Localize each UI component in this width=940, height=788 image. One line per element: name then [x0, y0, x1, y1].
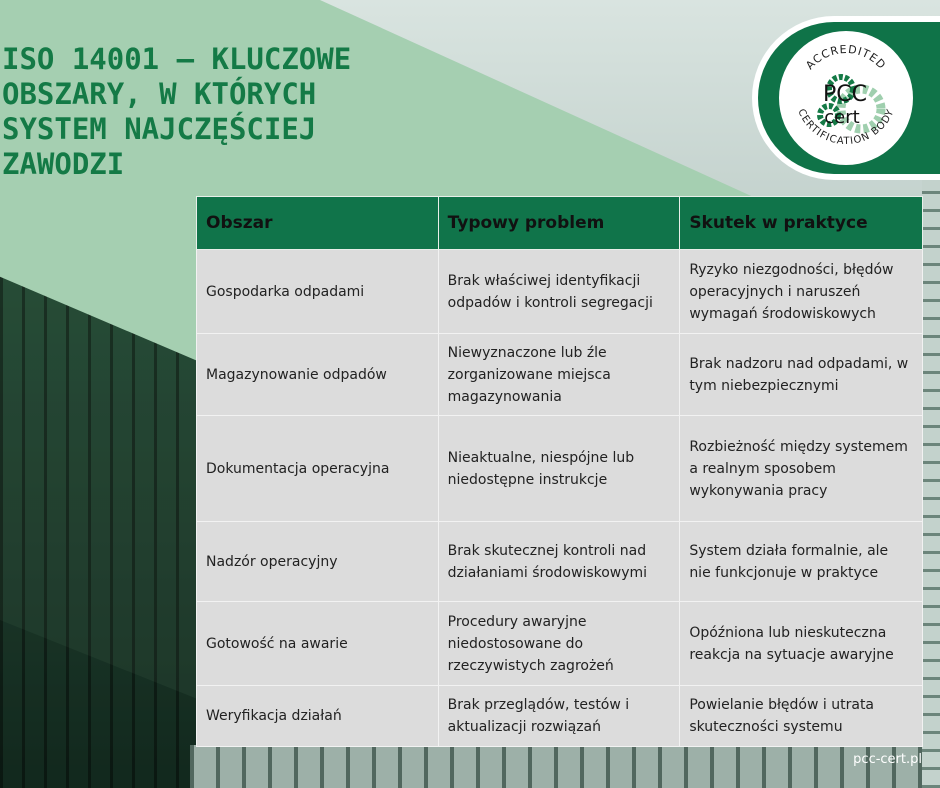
background-building-bottom — [190, 745, 940, 788]
cell-effect: System działa formalnie, ale nie funkcjonuje w praktyce — [680, 522, 923, 602]
column-header-obszar: Obszar — [197, 197, 439, 250]
cell-effect: Brak nadzoru nad odpadami, w tym niebezpiecznymi — [680, 334, 923, 416]
cell-area: Dokumentacja operacyjna — [197, 416, 439, 522]
cell-area: Weryfikacja działań — [197, 686, 439, 747]
pcc-cert-logo — [779, 31, 913, 165]
column-header-problem: Typowy problem — [438, 197, 680, 250]
table-row — [197, 334, 923, 416]
table-header-row — [197, 197, 923, 250]
cell-area: Nadzór operacyjny — [197, 522, 439, 602]
cell-problem: Brak właściwej identyfikacji odpadów i kontroli segregacji — [438, 250, 680, 334]
table-row — [197, 250, 923, 334]
cell-area: Gospodarka odpadami — [197, 250, 439, 334]
background-building-right — [922, 180, 940, 788]
cell-problem: Niewyznaczone lub źle zorganizowane miejsca magazynowania — [438, 334, 680, 416]
table-row — [197, 522, 923, 602]
table-row — [197, 686, 923, 747]
cell-problem: Procedury awaryjne niedostosowane do rzeczywistych zagrożeń — [438, 602, 680, 686]
cell-area: Gotowość na awarie — [197, 602, 439, 686]
iso-issues-table — [196, 196, 923, 747]
website-footer: pcc-cert.pl — [853, 752, 922, 767]
column-header-skutek: Skutek w praktyce — [680, 197, 923, 250]
svg-text:cert: cert — [824, 107, 860, 128]
cell-effect: Opóźniona lub nieskuteczna reakcja na sytuacje awaryjne — [680, 602, 923, 686]
table-row — [197, 602, 923, 686]
cell-effect: Powielanie błędów i utrata skuteczności systemu — [680, 686, 923, 747]
page-title: ISO 14001 – KLUCZOWE OBSZARY, W KTÓRYCH SYSTEM NAJCZĘŚCIEJ ZAWODZI — [2, 42, 352, 181]
cell-problem: Nieaktualne, niespójne lub niedostępne instrukcje — [438, 416, 680, 522]
cell-problem: Brak skutecznej kontroli nad działaniami środowiskowymi — [438, 522, 680, 602]
svg-text:ACCREDITED: ACCREDITED — [803, 42, 889, 73]
svg-text:CERTIFICATION BODY: CERTIFICATION BODY — [795, 107, 897, 148]
cell-problem: Brak przeglądów, testów i aktualizacji rozwiązań — [438, 686, 680, 747]
svg-text:PCC: PCC — [823, 82, 867, 107]
cell-effect: Rozbieżność między systemem a realnym sposobem wykonywania pracy — [680, 416, 923, 522]
cell-effect: Ryzyko niezgodności, błędów operacyjnych i naruszeń wymagań środowiskowych — [680, 250, 923, 334]
cell-area: Magazynowanie odpadów — [197, 334, 439, 416]
table-row — [197, 416, 923, 522]
